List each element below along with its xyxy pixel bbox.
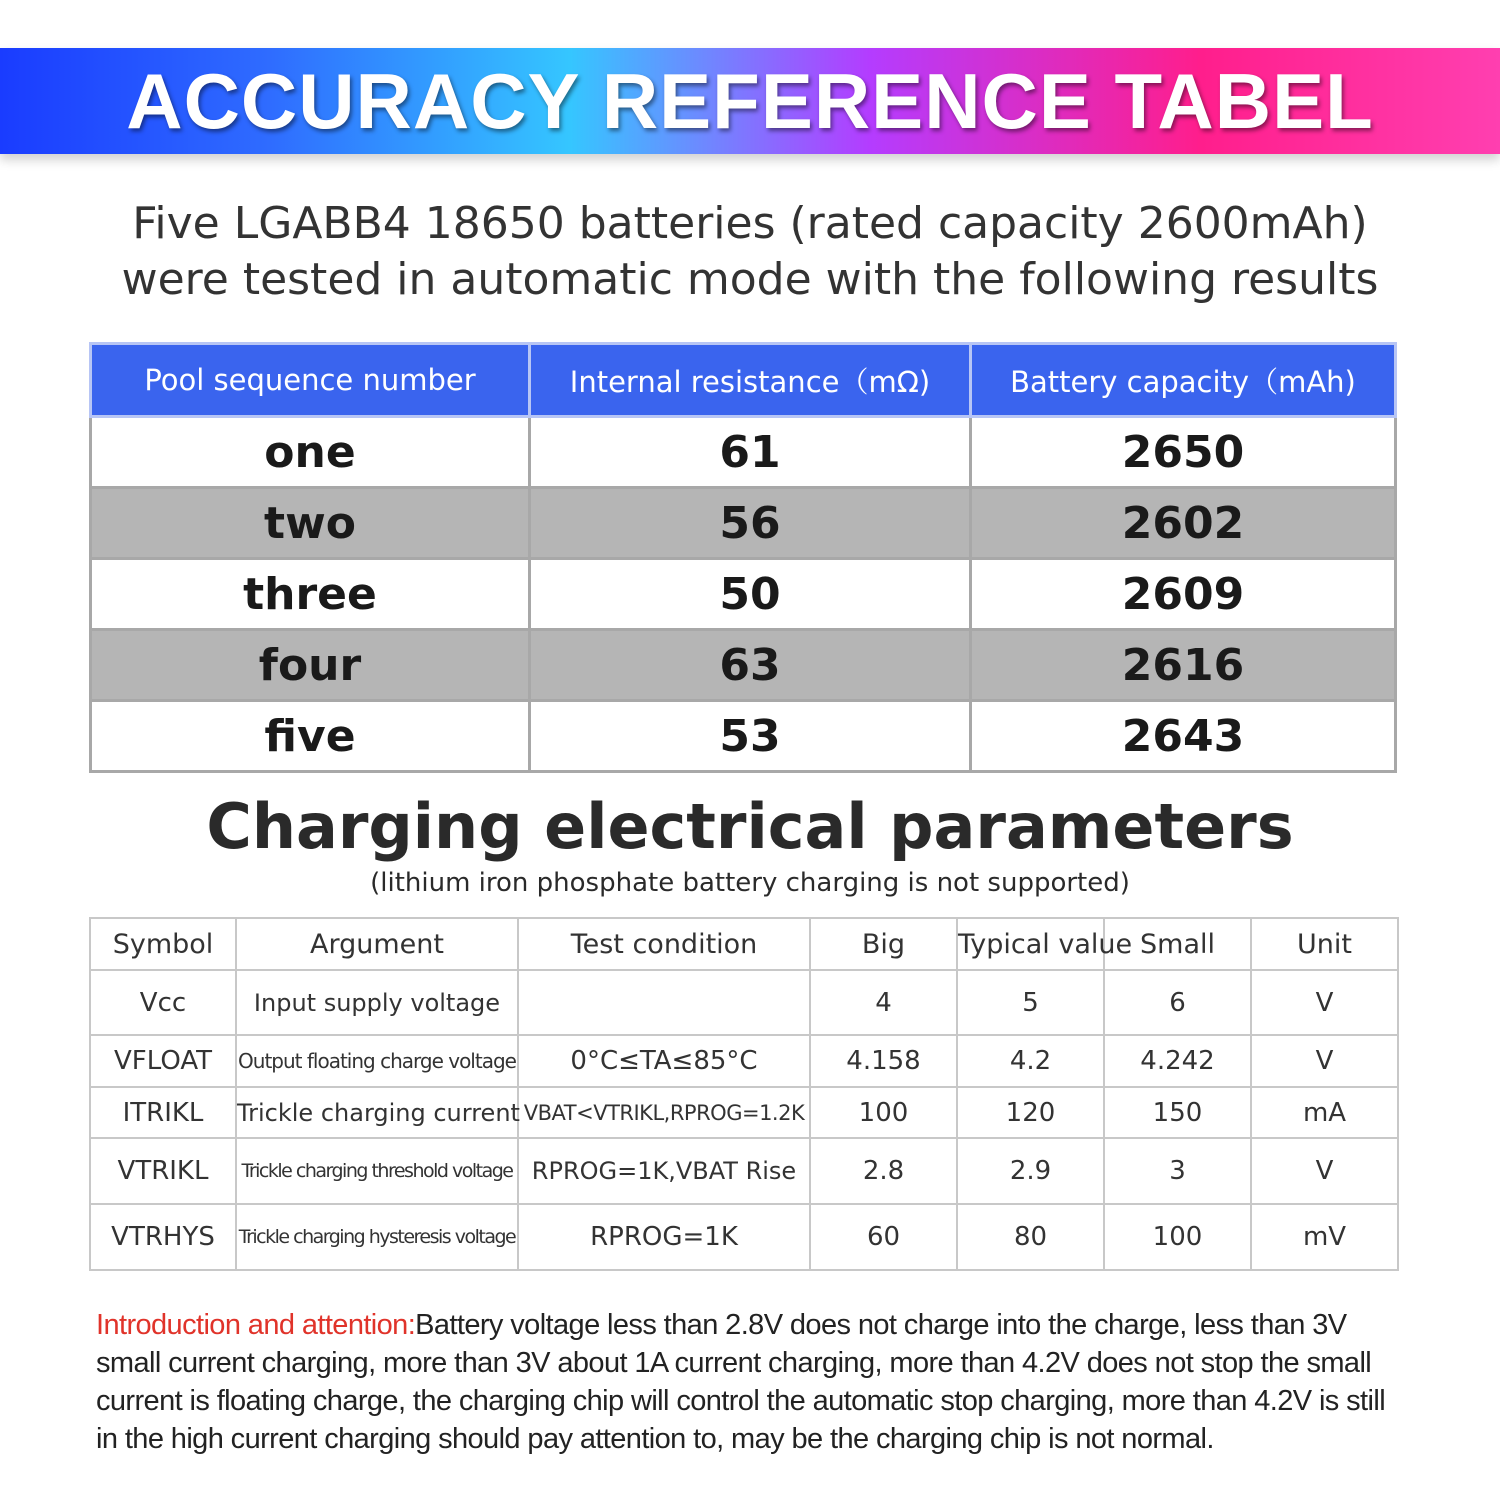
table-row [90,1204,1398,1270]
table-header-row [90,918,1398,970]
table-cell: five [91,701,530,772]
table-cell: 4 [810,970,957,1035]
table-cell: one [91,417,530,488]
table-cell: 0°C≤TA≤85°C [518,1035,810,1087]
table-row [90,970,1398,1035]
table-cell: VTRHYS [90,1204,236,1270]
table-cell: V [1251,970,1398,1035]
table-cell: 120 [957,1087,1104,1138]
table-cell: 100 [810,1087,957,1138]
title-banner [0,48,1500,154]
column-header: Internal resistance（mΩ) [530,344,971,417]
parameters-table [89,917,1399,1271]
table-cell: four [91,630,530,701]
note-lead: Introduction and attention: [96,1309,416,1341]
table-cell: 2602 [971,488,1396,559]
table-cell: 80 [957,1204,1104,1270]
table-cell: VTRIKL [90,1138,236,1204]
table-cell: 2.8 [810,1138,957,1204]
table-cell: 61 [530,417,971,488]
table-header-row [91,344,1396,417]
table-cell: VFLOAT [90,1035,236,1087]
table-cell: RPROG=1K,VBAT Rise [518,1138,810,1204]
note-text: Battery voltage less than 2.8V does not charge into the charge, less than 3V small current charging, more than 3V about 1A current charging, more than 4.2V does not stop the small current is floating charge, the charging chip will control the automatic stop charging, more than 4.2V is still in the high current charging should pay attention to, may be the charging chip is not normal. [96,1309,1386,1455]
table-cell: 3 [1104,1138,1251,1204]
accuracy-table [89,342,1397,773]
column-header: Test condition [518,918,810,970]
table-row [90,1035,1398,1087]
table-cell: 100 [1104,1204,1251,1270]
table-row [91,417,1396,488]
table-cell [518,970,810,1035]
table-cell: 2650 [971,417,1396,488]
table-row [91,630,1396,701]
table-cell: mV [1251,1204,1398,1270]
table-cell: V [1251,1138,1398,1204]
table-cell: Input supply voltage [236,970,518,1035]
table-cell: Vcc [90,970,236,1035]
table-cell: Output floating charge voltage [236,1035,518,1087]
table-cell: 150 [1104,1087,1251,1138]
table-cell: 4.2 [957,1035,1104,1087]
intro-line-1: Five LGABB4 18650 batteries (rated capacity 2600mAh) [132,198,1368,249]
section-subtitle: (lithium iron phosphate battery charging is not supported) [370,868,1130,898]
table-cell: 2609 [971,559,1396,630]
column-header: Typical value [957,918,1104,970]
table-cell: ITRIKL [90,1087,236,1138]
column-header: Unit [1251,918,1398,970]
table-cell: VBAT<VTRIKL,RPROG=1.2K [518,1087,810,1138]
table-cell: 56 [530,488,971,559]
table-row [91,701,1396,772]
table-cell: Trickle charging threshold voltage [236,1138,518,1204]
table-cell: 6 [1104,970,1251,1035]
section-title: Charging electrical parameters [206,790,1294,863]
table-cell: 4.158 [810,1035,957,1087]
table-cell: V [1251,1035,1398,1087]
column-header: Pool sequence number [91,344,530,417]
table-cell: 2616 [971,630,1396,701]
table-cell: 2643 [971,701,1396,772]
table-cell: three [91,559,530,630]
table-cell: 5 [957,970,1104,1035]
table-cell: 60 [810,1204,957,1270]
table-cell: RPROG=1K [518,1204,810,1270]
table-cell: 4.242 [1104,1035,1251,1087]
table-cell: Trickle charging current [236,1087,518,1138]
column-header: Argument [236,918,518,970]
table-cell: 53 [530,701,971,772]
column-header: Big [810,918,957,970]
intro-text [0,196,1500,308]
table-cell: mA [1251,1087,1398,1138]
table-cell: Trickle charging hysteresis voltage [236,1204,518,1270]
banner-title: ACCURACY REFERENCE TABEL [126,57,1374,145]
table-cell: 2.9 [957,1138,1104,1204]
attention-note [96,1306,1406,1458]
table-cell: two [91,488,530,559]
table-row [90,1087,1398,1138]
table-row [91,488,1396,559]
table-cell: 50 [530,559,971,630]
column-header: Symbol [90,918,236,970]
intro-line-2: were tested in automatic mode with the following results [121,254,1379,305]
column-header: Small [1104,918,1251,970]
column-header: Battery capacity（mAh) [971,344,1396,417]
table-row [90,1138,1398,1204]
table-row [91,559,1396,630]
table-cell: 63 [530,630,971,701]
